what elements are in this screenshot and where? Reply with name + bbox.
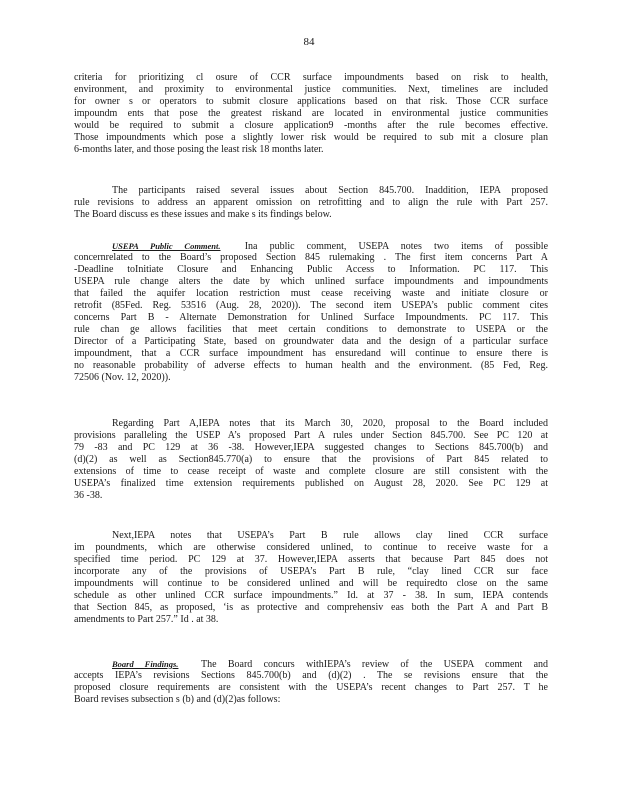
paragraph-part-b xyxy=(74,530,548,626)
text-line: 6-months later, and those posing the least risk 18 months later. xyxy=(74,144,324,155)
text-line: USEPA Public Comment. Ina public comment, USEPA notes two items of possible xyxy=(112,241,548,252)
text-line: impoundments will continue to be considered unlined and will be requiredto close on the same xyxy=(74,578,548,589)
paragraph-risk-criteria xyxy=(74,72,548,156)
page-number: 84 xyxy=(303,36,315,48)
text-line: provisions paralleling the USEP A’s proposed Part A rules under Section 845.700. See PC 120 at xyxy=(74,430,548,441)
paragraph-participants xyxy=(74,185,548,221)
text-line: incorporate any of the provisions of USEPA’s Part B rule, “clay lined CCR sur face xyxy=(74,566,548,577)
text-line: proposed closure requirements are consistent with the USEPA’s recent changes to Part 257. T he xyxy=(74,682,548,693)
text-line: 72506 (Nov. 12, 2020)). xyxy=(74,372,171,383)
text-line: The Board discuss es these issues and make s its findings below. xyxy=(74,209,332,220)
text-line: -Deadline toInitiate Closure and Enhancing Public Access to Information. PC 117. This xyxy=(74,264,548,275)
text-line: impoundm ents that pose the greatest riskand are located in environmental justice communities xyxy=(74,108,548,119)
paragraph-regarding-part-a xyxy=(74,418,548,502)
text-line: Board revises subsection s (b) and (d)(2)as follows: xyxy=(74,694,281,705)
text-line: impoundment, that a CCR surface impoundment has ensuredand will continue to ensure there is xyxy=(74,348,548,359)
text-line: that failed the aquifer location restriction must cease receiving waste and initiate closure or xyxy=(74,288,548,299)
text-line: accepts IEPA’s revisions Sections 845.700(b) and (d)(2) . The se revisions ensure that the xyxy=(74,670,548,681)
text-line: specified time period. PC 129 at 37. However,IEPA asserts that because Part 845 does not xyxy=(74,554,548,565)
text-line: USEPA’s finalized time extension requirements published on August 28, 2020. See PC 129 at xyxy=(74,478,548,489)
paragraph-usepa-public-comment xyxy=(74,240,548,384)
paragraph-board-findings xyxy=(74,658,548,706)
text-line: concerns Part B - Alternate Demonstration for Unlined Surface Impoundments. PC 117. This xyxy=(74,312,548,323)
text-line: The participants raised several issues about Section 845.700. Inaddition, IEPA proposed xyxy=(112,185,548,196)
text-line: schedule as other unlined CCR surface impoundments.” Id. at 37 - 38. In sum, IEPA contends xyxy=(74,590,548,601)
section-heading: USEPA Public Comment. xyxy=(112,241,221,251)
text-line: for owner s or operators to submit closure applications based on that risk. Those CCR surface xyxy=(74,96,548,107)
text-line: rule revisions to address an apparent omission on retrofitting and to align the rule with Part 257. xyxy=(74,197,548,208)
text-line: amendments to Part 257.” Id . at 38. xyxy=(74,614,219,625)
text-line: 36 -38. xyxy=(74,490,103,501)
text-line: concernrelated to the Board’s proposed Section 845 rulemaking . The first item concerns Part A xyxy=(74,252,548,263)
text-line: Board Findings. The Board concurs withIEPA’s review of the USEPA comment and xyxy=(112,659,548,670)
text-line: extensions of time to cease receipt of waste and complete closure are still consistent with the xyxy=(74,466,548,477)
text-line: im poundments, which are otherwise considered unlined, to continue to receive waste for a xyxy=(74,542,548,553)
text-line: would be required to submit a closure application9 -months after the rule becomes effective. xyxy=(74,120,548,131)
text-line: (d)(2) as well as Section845.770(a) to ensure that the provisions of Part 845 related to xyxy=(74,454,548,465)
text-line: Director of a Participating State, based on groundwater data and the design of a particular surface xyxy=(74,336,548,347)
text-line: Those impoundments which pose a slightly lower risk would be required to sub mit a closure plan xyxy=(74,132,548,143)
text-line: USEPA rule change alters the date by which unlined surface impoundments and impoundments xyxy=(74,276,548,287)
text-line: retrofit (85Fed. Reg. 53516 (Aug. 28, 2020)). The second item USEPA’s public comment cites xyxy=(74,300,548,311)
text-line: that Section 845, as proposed, ‘is as protective and comprehensiv eas both the Part A and Part B xyxy=(74,602,548,613)
text-line: environment, and proximity to environmental justice communities. Next, timelines are included xyxy=(74,84,548,95)
text-line: Regarding Part A,IEPA notes that its March 30, 2020, proposal to the Board included xyxy=(112,418,548,429)
section-heading: Board Findings. xyxy=(112,659,179,669)
text-line: Next,IEPA notes that USEPA’s Part B rule allows clay lined CCR surface xyxy=(112,530,548,541)
text-line: criteria for prioritizing cl osure of CCR surface impoundments based on risk to health, xyxy=(74,72,548,83)
text-line: rule chan ge allows facilities that meet certain conditions to demonstrate to USEPA or the xyxy=(74,324,548,335)
text-line: 79 -83 and PC 129 at 36 -38. However,IEPA suggested changes to Sections 845.700(b) and xyxy=(74,442,548,453)
text-line: no reasonable probability of adverse effects to human health and the environment. (85 Fed, Reg. xyxy=(74,360,548,371)
